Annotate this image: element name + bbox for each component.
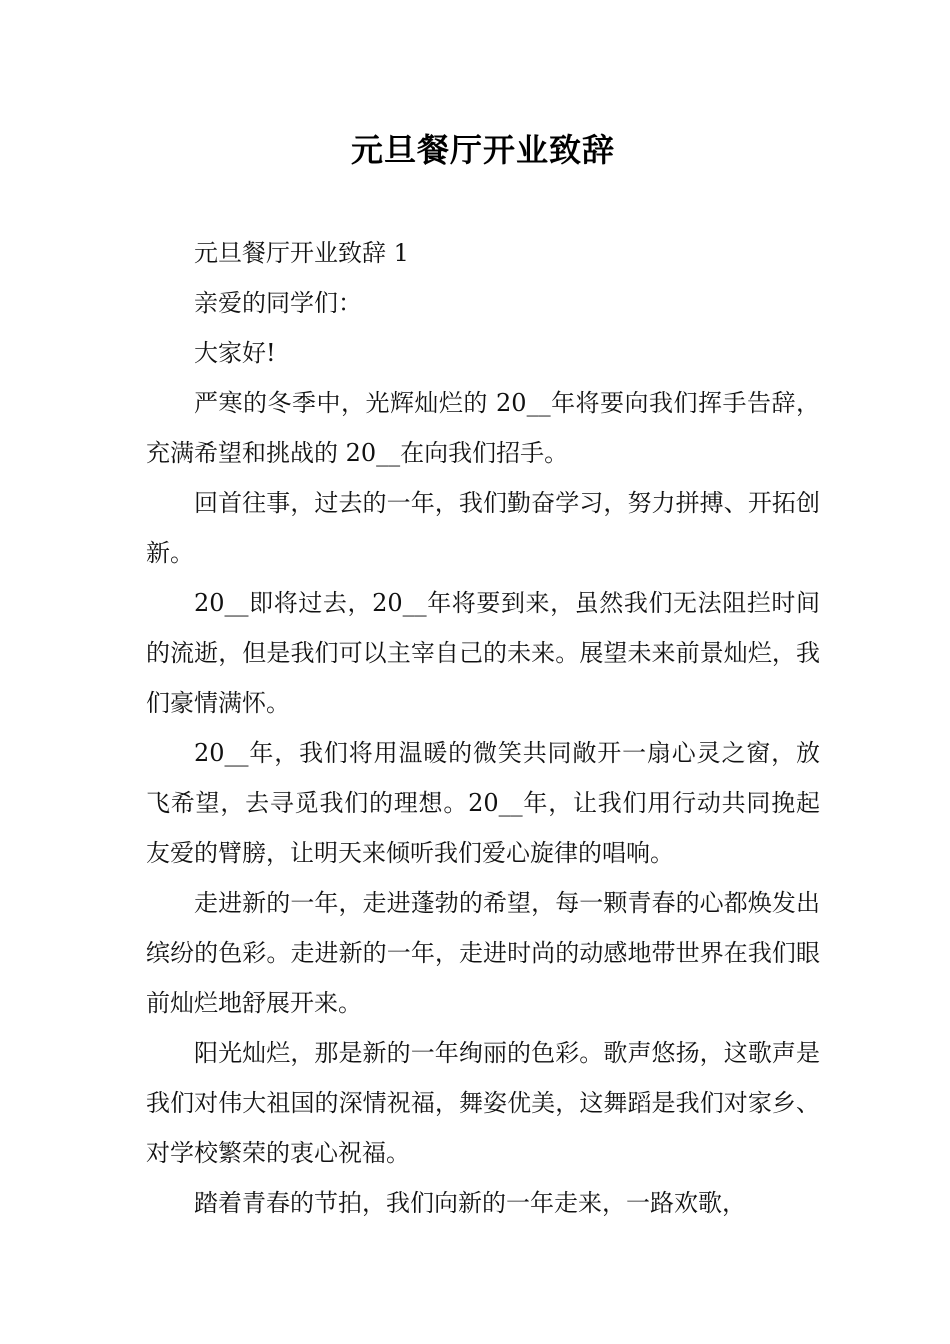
paragraph: 严寒的冬季中，光辉灿烂的 20__年将要向我们挥手告辞，充满希望和挑战的 20__在向我们招手。: [146, 389, 820, 467]
paragraph: 20__年，我们将用温暖的微笑共同敞开一扇心灵之窗，放飞希望，去寻觅我们的理想。20__年，让我们用行动共同挽起友爱的臂膀，让明天来倾听我们爱心旋律的唱响。: [146, 739, 820, 867]
paragraph: 20__即将过去，20__年将要到来，虽然我们无法阻拦时间的流逝，但是我们可以主宰自己的未来。展望未来前景灿烂，我们豪情满怀。: [146, 589, 820, 717]
paragraph: 回首往事，过去的一年，我们勤奋学习，努力拼搏、开拓创新。: [146, 489, 820, 567]
paragraph-section-heading: 元旦餐厅开业致辞 1: [194, 239, 409, 267]
paragraph: 踏着青春的节拍，我们向新的一年走来，一路欢歌，: [194, 1189, 746, 1217]
paragraph: 阳光灿烂，那是新的一年绚丽的色彩。歌声悠扬，这歌声是我们对伟大祖国的深情祝福，舞姿优美，这舞蹈是我们对家乡、对学校繁荣的衷心祝福。: [146, 1039, 820, 1167]
paragraph: 走进新的一年，走进蓬勃的希望，每一颗青春的心都焕发出缤纷的色彩。走进新的一年，走进时尚的动感地带世界在我们眼前灿烂地舒展开来。: [146, 889, 820, 1017]
document-title: 元旦餐厅开业致辞: [350, 131, 615, 169]
paragraph-greeting: 大家好!: [194, 339, 276, 367]
paragraph-salutation: 亲爱的同学们：: [194, 289, 362, 317]
document-body: [146, 228, 820, 1228]
